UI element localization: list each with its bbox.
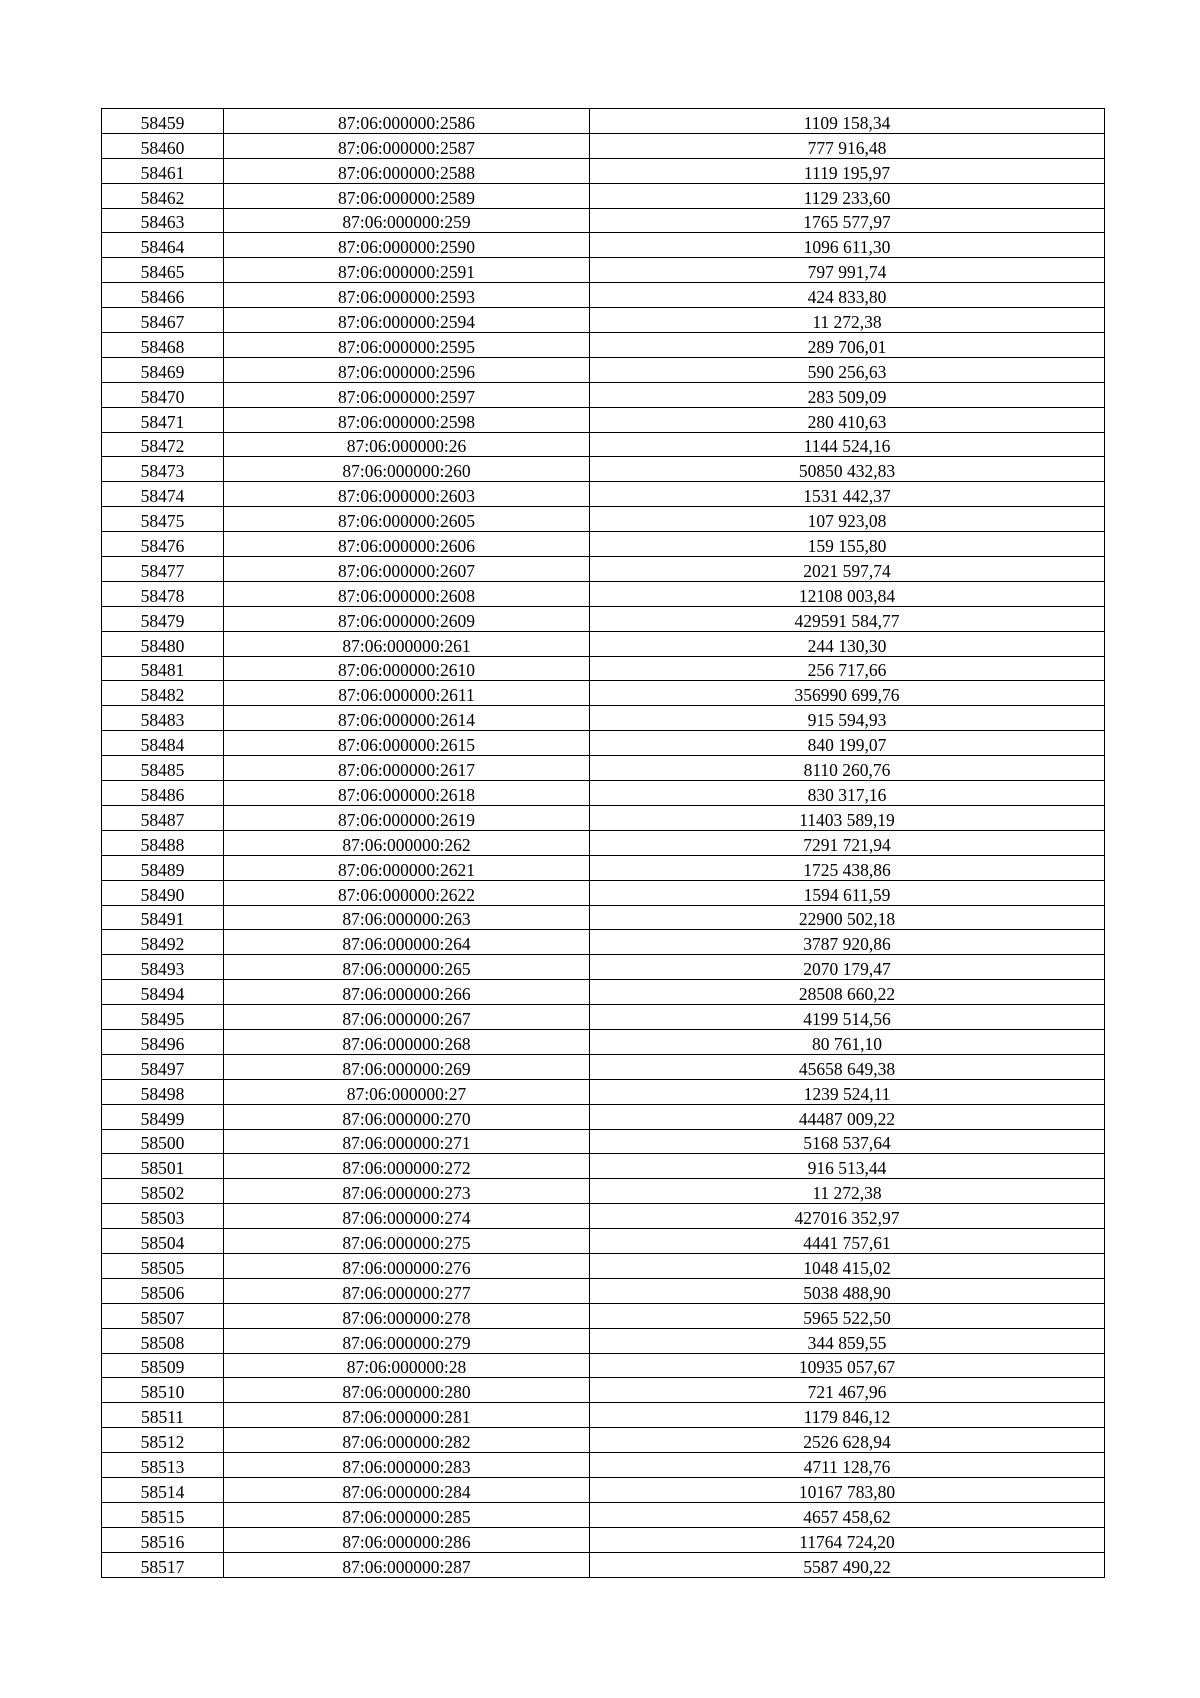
cadastral-value-cell: 45658 649,38: [590, 1054, 1105, 1079]
cadastral-number-cell: 87:06:000000:277: [224, 1278, 590, 1303]
cadastral-number-cell: 87:06:000000:2607: [224, 557, 590, 582]
cadastral-value-cell: 10167 783,80: [590, 1477, 1105, 1502]
cadastral-number-cell: 87:06:000000:265: [224, 955, 590, 980]
row-number-cell: 58507: [102, 1303, 224, 1328]
cadastral-value-cell: 159 155,80: [590, 532, 1105, 557]
cadastral-number-cell: 87:06:000000:2593: [224, 283, 590, 308]
cadastral-number-cell: 87:06:000000:269: [224, 1054, 590, 1079]
row-number-cell: 58478: [102, 581, 224, 606]
table-row: [102, 333, 1105, 358]
table-row: [102, 930, 1105, 955]
cadastral-value-cell: 356990 699,76: [590, 681, 1105, 706]
row-number-cell: 58501: [102, 1154, 224, 1179]
cadastral-value-cell: 4657 458,62: [590, 1502, 1105, 1527]
cadastral-number-cell: 87:06:000000:274: [224, 1204, 590, 1229]
cadastral-value-cell: 4711 128,76: [590, 1453, 1105, 1478]
cadastral-number-cell: 87:06:000000:2610: [224, 656, 590, 681]
cadastral-value-cell: 4199 514,56: [590, 1005, 1105, 1030]
row-number-cell: 58512: [102, 1428, 224, 1453]
cadastral-number-cell: 87:06:000000:283: [224, 1453, 590, 1478]
row-number-cell: 58469: [102, 357, 224, 382]
cadastral-value-cell: 427016 352,97: [590, 1204, 1105, 1229]
table-row: [102, 133, 1105, 158]
cadastral-number-cell: 87:06:000000:2615: [224, 731, 590, 756]
row-number-cell: 58506: [102, 1278, 224, 1303]
table-row: [102, 382, 1105, 407]
row-number-cell: 58508: [102, 1328, 224, 1353]
cadastral-number-cell: 87:06:000000:273: [224, 1179, 590, 1204]
row-number-cell: 58493: [102, 955, 224, 980]
cadastral-value-cell: 840 199,07: [590, 731, 1105, 756]
row-number-cell: 58479: [102, 606, 224, 631]
cadastral-value-cell: 830 317,16: [590, 781, 1105, 806]
row-number-cell: 58511: [102, 1403, 224, 1428]
cadastral-value-cell: 1048 415,02: [590, 1253, 1105, 1278]
row-number-cell: 58471: [102, 407, 224, 432]
cadastral-number-cell: 87:06:000000:275: [224, 1229, 590, 1254]
row-number-cell: 58488: [102, 830, 224, 855]
cadastral-number-cell: 87:06:000000:27: [224, 1079, 590, 1104]
cadastral-value-cell: 721 467,96: [590, 1378, 1105, 1403]
cadastral-value-cell: 1144 524,16: [590, 432, 1105, 457]
table-row: [102, 407, 1105, 432]
cadastral-value-cell: 28508 660,22: [590, 980, 1105, 1005]
cadastral-number-cell: 87:06:000000:278: [224, 1303, 590, 1328]
table-row: [102, 1328, 1105, 1353]
table-row: [102, 1229, 1105, 1254]
cadastral-number-cell: 87:06:000000:263: [224, 905, 590, 930]
cadastral-value-cell: 590 256,63: [590, 357, 1105, 382]
cadastral-value-cell: 107 923,08: [590, 507, 1105, 532]
cadastral-value-cell: 797 991,74: [590, 258, 1105, 283]
cadastral-value-cell: 50850 432,83: [590, 457, 1105, 482]
table-row: [102, 855, 1105, 880]
table-row: [102, 158, 1105, 183]
cadastral-number-cell: 87:06:000000:281: [224, 1403, 590, 1428]
table-row: [102, 581, 1105, 606]
table-row: [102, 1179, 1105, 1204]
row-number-cell: 58484: [102, 731, 224, 756]
cadastral-number-cell: 87:06:000000:287: [224, 1552, 590, 1577]
row-number-cell: 58498: [102, 1079, 224, 1104]
table-row: [102, 1477, 1105, 1502]
table-row: [102, 507, 1105, 532]
cadastral-value-cell: 429591 584,77: [590, 606, 1105, 631]
table-row: [102, 1502, 1105, 1527]
cadastral-number-cell: 87:06:000000:285: [224, 1502, 590, 1527]
cadastral-number-cell: 87:06:000000:276: [224, 1253, 590, 1278]
table-row: [102, 1029, 1105, 1054]
table-row: [102, 1353, 1105, 1378]
row-number-cell: 58509: [102, 1353, 224, 1378]
cadastral-value-cell: 916 513,44: [590, 1154, 1105, 1179]
cadastral-number-cell: 87:06:000000:271: [224, 1129, 590, 1154]
cadastral-number-cell: 87:06:000000:2619: [224, 805, 590, 830]
row-number-cell: 58503: [102, 1204, 224, 1229]
cadastral-value-cell: 1239 524,11: [590, 1079, 1105, 1104]
row-number-cell: 58497: [102, 1054, 224, 1079]
cadastral-number-cell: 87:06:000000:279: [224, 1328, 590, 1353]
cadastral-number-cell: 87:06:000000:284: [224, 1477, 590, 1502]
table-row: [102, 606, 1105, 631]
cadastral-value-cell: 1109 158,34: [590, 109, 1105, 134]
row-number-cell: 58514: [102, 1477, 224, 1502]
row-number-cell: 58468: [102, 333, 224, 358]
table-row: [102, 532, 1105, 557]
table-row: [102, 1278, 1105, 1303]
cadastral-number-cell: 87:06:000000:2622: [224, 880, 590, 905]
cadastral-value-cell: 1119 195,97: [590, 158, 1105, 183]
table-row: [102, 1527, 1105, 1552]
row-number-cell: 58491: [102, 905, 224, 930]
row-number-cell: 58467: [102, 308, 224, 333]
row-number-cell: 58505: [102, 1253, 224, 1278]
row-number-cell: 58475: [102, 507, 224, 532]
row-number-cell: 58500: [102, 1129, 224, 1154]
row-number-cell: 58465: [102, 258, 224, 283]
cadastral-value-cell: 280 410,63: [590, 407, 1105, 432]
table-row: [102, 905, 1105, 930]
cadastral-number-cell: 87:06:000000:272: [224, 1154, 590, 1179]
table-row: [102, 482, 1105, 507]
cadastral-number-cell: 87:06:000000:2598: [224, 407, 590, 432]
table-row: [102, 656, 1105, 681]
table-row: [102, 1129, 1105, 1154]
table-row: [102, 1079, 1105, 1104]
table-row: [102, 1378, 1105, 1403]
cadastral-value-cell: 12108 003,84: [590, 581, 1105, 606]
cadastral-number-cell: 87:06:000000:28: [224, 1353, 590, 1378]
cadastral-number-cell: 87:06:000000:2614: [224, 706, 590, 731]
table-row: [102, 955, 1105, 980]
cadastral-value-cell: 11 272,38: [590, 1179, 1105, 1204]
table-row: [102, 756, 1105, 781]
cadastral-number-cell: 87:06:000000:270: [224, 1104, 590, 1129]
cadastral-value-cell: 1725 438,86: [590, 855, 1105, 880]
cadastral-value-cell: 2021 597,74: [590, 557, 1105, 582]
table-row: [102, 1552, 1105, 1577]
cadastral-number-cell: 87:06:000000:280: [224, 1378, 590, 1403]
cadastral-number-cell: 87:06:000000:2606: [224, 532, 590, 557]
row-number-cell: 58462: [102, 183, 224, 208]
cadastral-number-cell: 87:06:000000:2586: [224, 109, 590, 134]
table-row: [102, 233, 1105, 258]
cadastral-value-cell: 10935 057,67: [590, 1353, 1105, 1378]
cadastral-number-cell: 87:06:000000:2588: [224, 158, 590, 183]
row-number-cell: 58485: [102, 756, 224, 781]
row-number-cell: 58513: [102, 1453, 224, 1478]
cadastral-value-cell: 2526 628,94: [590, 1428, 1105, 1453]
cadastral-value-cell: 11403 589,19: [590, 805, 1105, 830]
row-number-cell: 58460: [102, 133, 224, 158]
table-row: [102, 731, 1105, 756]
row-number-cell: 58472: [102, 432, 224, 457]
cadastral-number-cell: 87:06:000000:2594: [224, 308, 590, 333]
cadastral-value-cell: 1179 846,12: [590, 1403, 1105, 1428]
row-number-cell: 58481: [102, 656, 224, 681]
cadastral-value-cell: 7291 721,94: [590, 830, 1105, 855]
row-number-cell: 58495: [102, 1005, 224, 1030]
row-number-cell: 58499: [102, 1104, 224, 1129]
cadastral-number-cell: 87:06:000000:260: [224, 457, 590, 482]
table-row: [102, 1453, 1105, 1478]
row-number-cell: 58477: [102, 557, 224, 582]
cadastral-value-cell: 11764 724,20: [590, 1527, 1105, 1552]
cadastral-number-cell: 87:06:000000:267: [224, 1005, 590, 1030]
table-row: [102, 109, 1105, 134]
cadastral-value-cell: 5965 522,50: [590, 1303, 1105, 1328]
cadastral-value-cell: 1129 233,60: [590, 183, 1105, 208]
row-number-cell: 58463: [102, 208, 224, 233]
table-row: [102, 980, 1105, 1005]
row-number-cell: 58490: [102, 880, 224, 905]
cadastral-number-cell: 87:06:000000:2609: [224, 606, 590, 631]
table-row: [102, 1054, 1105, 1079]
cadastral-number-cell: 87:06:000000:266: [224, 980, 590, 1005]
table-row: [102, 781, 1105, 806]
row-number-cell: 58470: [102, 382, 224, 407]
cadastral-value-cell: 3787 920,86: [590, 930, 1105, 955]
cadastral-number-cell: 87:06:000000:2595: [224, 333, 590, 358]
row-number-cell: 58464: [102, 233, 224, 258]
cadastral-number-cell: 87:06:000000:2608: [224, 581, 590, 606]
table-row: [102, 1253, 1105, 1278]
cadastral-value-cell: 22900 502,18: [590, 905, 1105, 930]
row-number-cell: 58474: [102, 482, 224, 507]
cadastral-value-cell: 5587 490,22: [590, 1552, 1105, 1577]
cadastral-value-cell: 2070 179,47: [590, 955, 1105, 980]
cadastral-number-cell: 87:06:000000:286: [224, 1527, 590, 1552]
cadastral-number-cell: 87:06:000000:2591: [224, 258, 590, 283]
table-row: [102, 1428, 1105, 1453]
table-row: [102, 432, 1105, 457]
table-row: [102, 183, 1105, 208]
cadastral-value-cell: 1594 611,59: [590, 880, 1105, 905]
table-row: [102, 1204, 1105, 1229]
row-number-cell: 58510: [102, 1378, 224, 1403]
cadastral-value-cell: 1096 611,30: [590, 233, 1105, 258]
cadastral-value-cell: 915 594,93: [590, 706, 1105, 731]
row-number-cell: 58504: [102, 1229, 224, 1254]
cadastral-value-cell: 80 761,10: [590, 1029, 1105, 1054]
cadastral-number-cell: 87:06:000000:2597: [224, 382, 590, 407]
cadastral-number-cell: 87:06:000000:2618: [224, 781, 590, 806]
cadastral-number-cell: 87:06:000000:282: [224, 1428, 590, 1453]
cadastral-number-cell: 87:06:000000:259: [224, 208, 590, 233]
cadastral-value-cell: 11 272,38: [590, 308, 1105, 333]
table-row: [102, 1303, 1105, 1328]
row-number-cell: 58483: [102, 706, 224, 731]
cadastral-number-cell: 87:06:000000:268: [224, 1029, 590, 1054]
cadastral-value-cell: 5168 537,64: [590, 1129, 1105, 1154]
cadastral-value-cell: 256 717,66: [590, 656, 1105, 681]
cadastral-value-cell: 424 833,80: [590, 283, 1105, 308]
cadastral-number-cell: 87:06:000000:26: [224, 432, 590, 457]
row-number-cell: 58494: [102, 980, 224, 1005]
cadastral-number-cell: 87:06:000000:261: [224, 631, 590, 656]
cadastral-value-cell: 777 916,48: [590, 133, 1105, 158]
table-row: [102, 1104, 1105, 1129]
table-row: [102, 880, 1105, 905]
row-number-cell: 58459: [102, 109, 224, 134]
cadastral-value-cell: 344 859,55: [590, 1328, 1105, 1353]
cadastral-value-cell: 244 130,30: [590, 631, 1105, 656]
row-number-cell: 58489: [102, 855, 224, 880]
cadastral-number-cell: 87:06:000000:2617: [224, 756, 590, 781]
cadastral-value-cell: 8110 260,76: [590, 756, 1105, 781]
row-number-cell: 58516: [102, 1527, 224, 1552]
cadastral-number-cell: 87:06:000000:2621: [224, 855, 590, 880]
table-row: [102, 830, 1105, 855]
table-row: [102, 631, 1105, 656]
table-row: [102, 357, 1105, 382]
table-row: [102, 1154, 1105, 1179]
cadastral-value-cell: 44487 009,22: [590, 1104, 1105, 1129]
table-row: [102, 457, 1105, 482]
cadastral-value-cell: 289 706,01: [590, 333, 1105, 358]
row-number-cell: 58517: [102, 1552, 224, 1577]
table-row: [102, 208, 1105, 233]
row-number-cell: 58480: [102, 631, 224, 656]
table-row: [102, 557, 1105, 582]
cadastral-number-cell: 87:06:000000:2605: [224, 507, 590, 532]
table-row: [102, 258, 1105, 283]
row-number-cell: 58482: [102, 681, 224, 706]
table-row: [102, 681, 1105, 706]
cadastral-value-cell: 1765 577,97: [590, 208, 1105, 233]
cadastral-value-cell: 283 509,09: [590, 382, 1105, 407]
row-number-cell: 58502: [102, 1179, 224, 1204]
row-number-cell: 58496: [102, 1029, 224, 1054]
cadastral-number-cell: 87:06:000000:2587: [224, 133, 590, 158]
row-number-cell: 58473: [102, 457, 224, 482]
cadastral-number-cell: 87:06:000000:264: [224, 930, 590, 955]
cadastral-value-cell: 1531 442,37: [590, 482, 1105, 507]
table-row: [102, 1403, 1105, 1428]
table-row: [102, 308, 1105, 333]
cadastral-number-cell: 87:06:000000:2611: [224, 681, 590, 706]
cadastral-value-cell: 5038 488,90: [590, 1278, 1105, 1303]
row-number-cell: 58486: [102, 781, 224, 806]
row-number-cell: 58515: [102, 1502, 224, 1527]
row-number-cell: 58466: [102, 283, 224, 308]
row-number-cell: 58487: [102, 805, 224, 830]
row-number-cell: 58461: [102, 158, 224, 183]
cadastral-number-cell: 87:06:000000:2590: [224, 233, 590, 258]
cadastral-number-cell: 87:06:000000:262: [224, 830, 590, 855]
cadastral-number-cell: 87:06:000000:2589: [224, 183, 590, 208]
table-row: [102, 706, 1105, 731]
table-row: [102, 805, 1105, 830]
cadastral-value-cell: 4441 757,61: [590, 1229, 1105, 1254]
cadastral-number-cell: 87:06:000000:2603: [224, 482, 590, 507]
row-number-cell: 58492: [102, 930, 224, 955]
table-body: [102, 109, 1105, 1578]
cadastral-number-cell: 87:06:000000:2596: [224, 357, 590, 382]
cadastral-value-table: [101, 108, 1105, 1578]
table-row: [102, 283, 1105, 308]
table-row: [102, 1005, 1105, 1030]
row-number-cell: 58476: [102, 532, 224, 557]
